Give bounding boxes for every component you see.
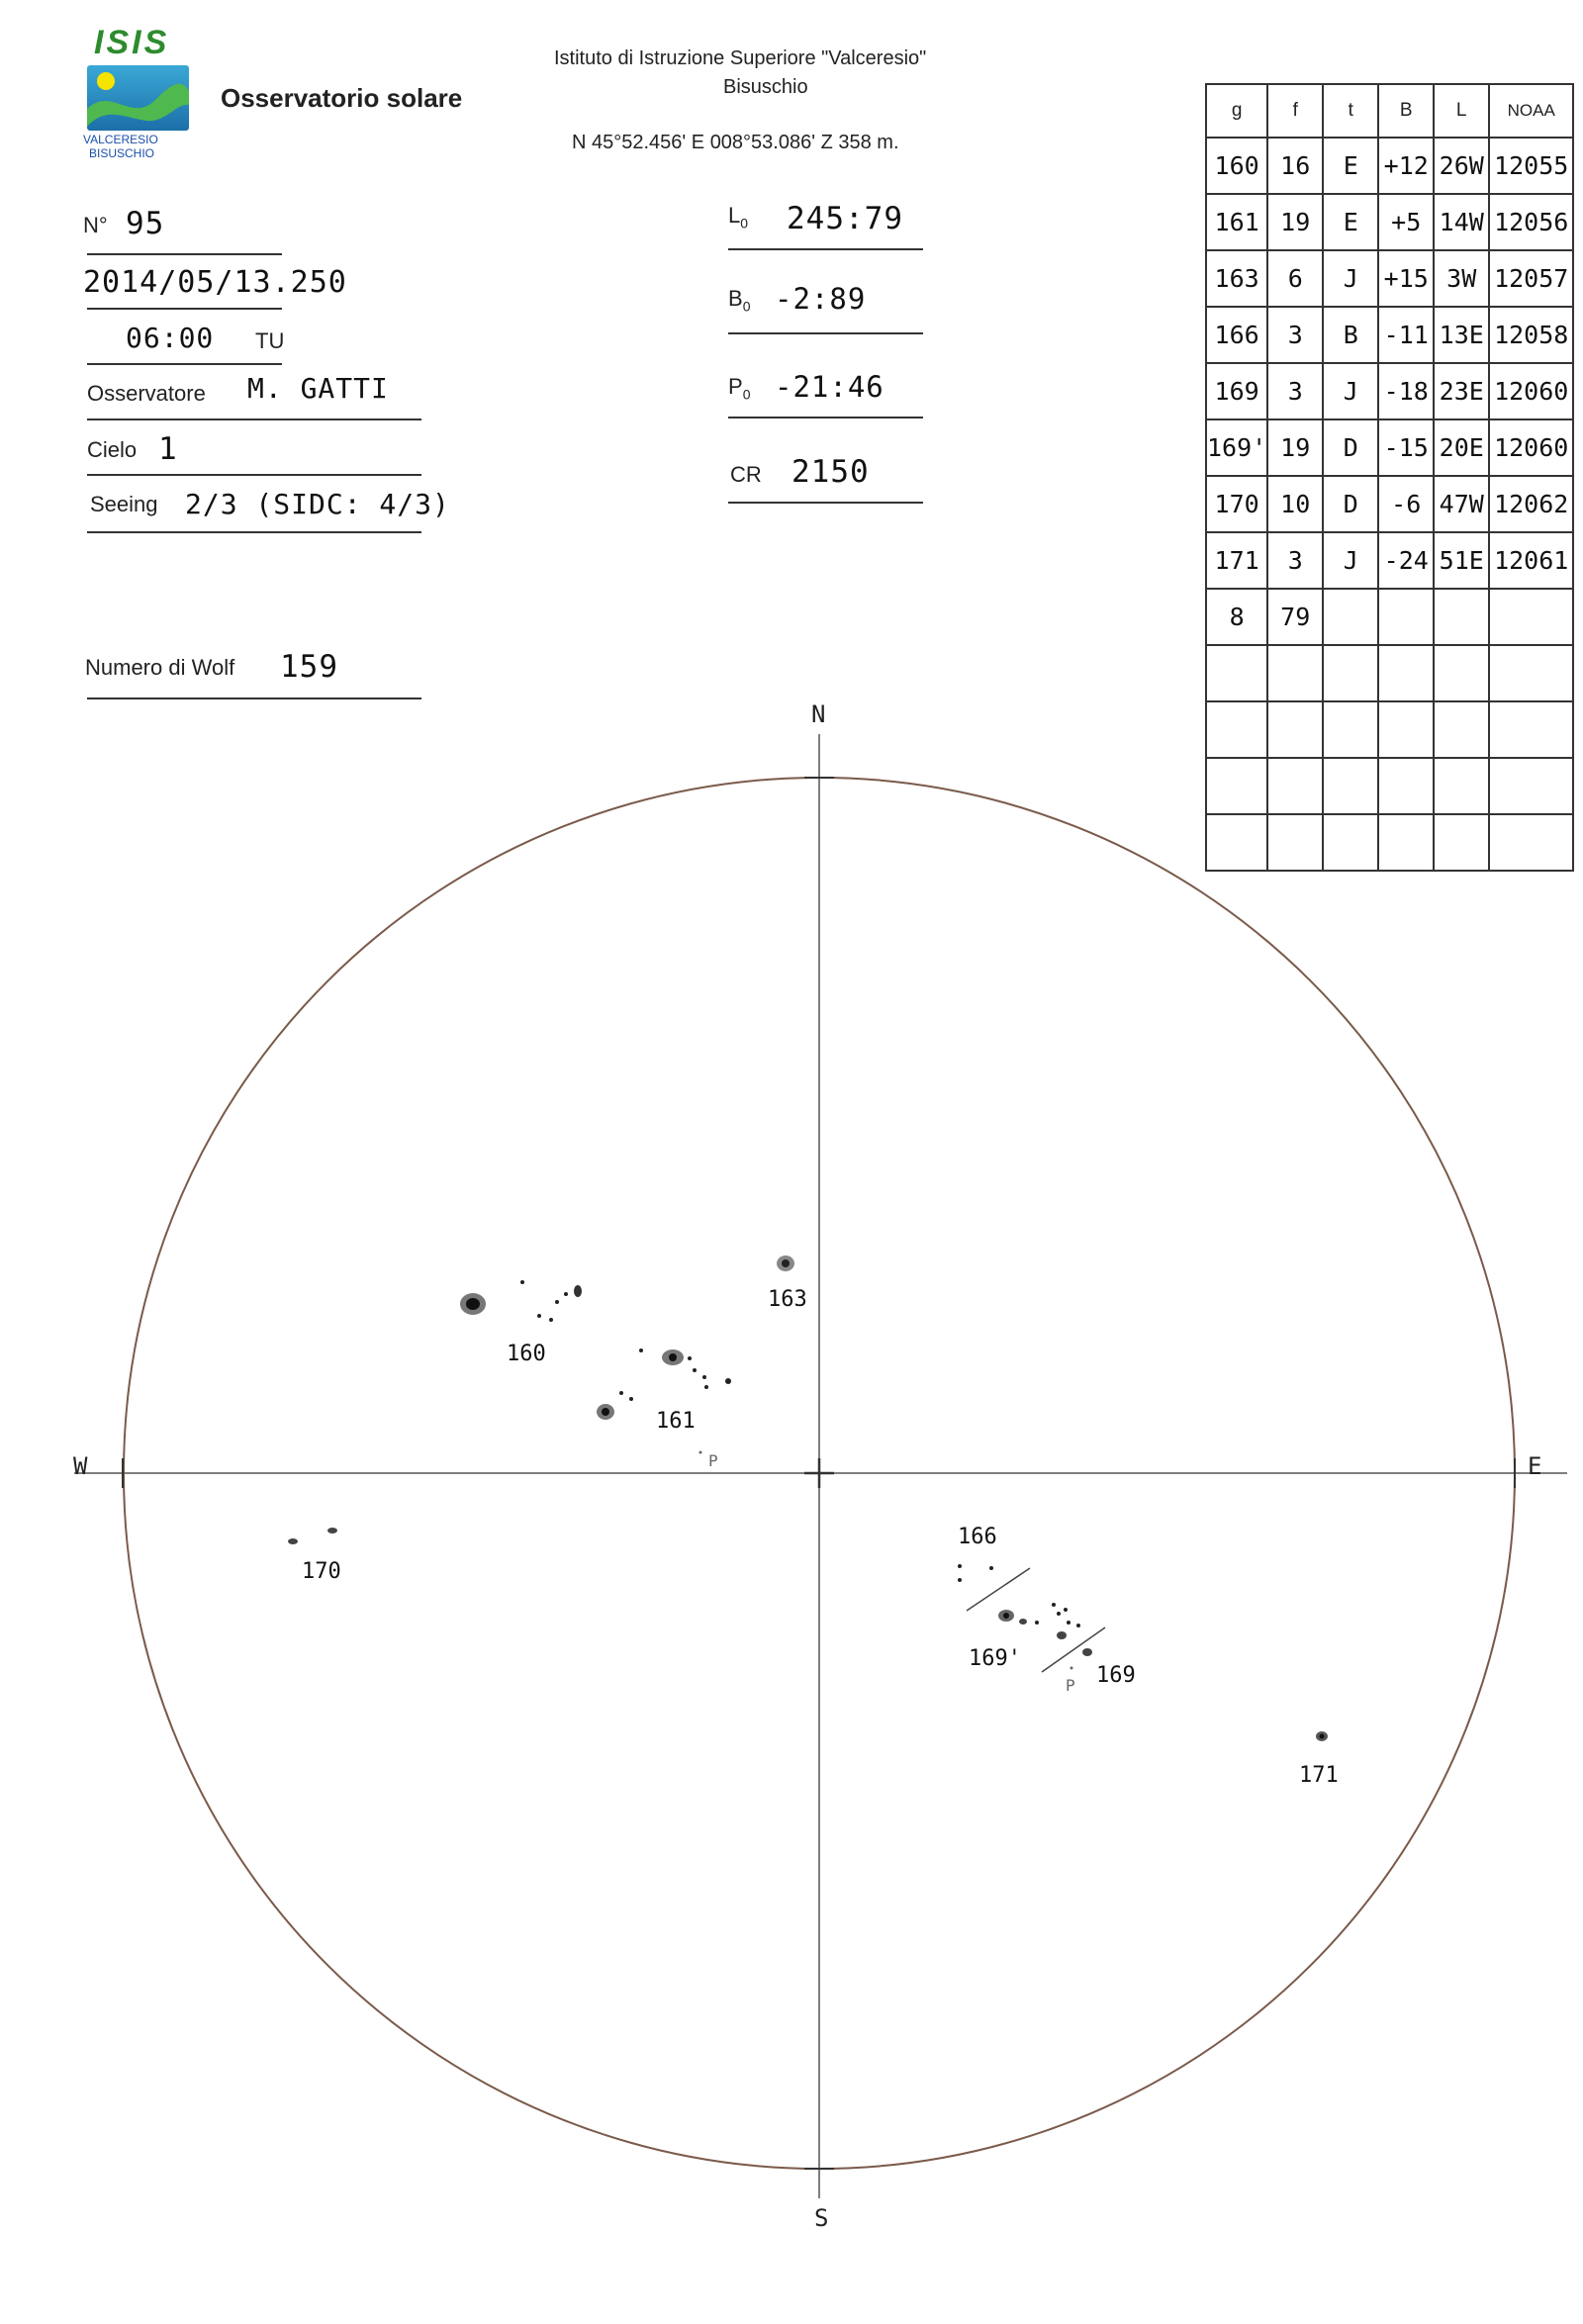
page-title: Osservatorio solare [221, 83, 463, 113]
observer-label: Osservatore [87, 381, 206, 406]
spot [1057, 1631, 1067, 1639]
spot [688, 1356, 692, 1360]
polar-marker-label: P [708, 1451, 718, 1470]
institute-town: Bisuschio [723, 76, 808, 98]
north-label: N [811, 700, 826, 728]
west-label: W [73, 1452, 88, 1480]
cell-g: 170 [1206, 476, 1267, 532]
cell-NOAA: 12057 [1489, 250, 1573, 307]
seeing-label: Seeing [90, 492, 158, 516]
cell-g: 169 [1206, 363, 1267, 419]
cell-t: J [1323, 250, 1378, 307]
group-171-spots [1316, 1731, 1328, 1741]
cell-g: 161 [1206, 194, 1267, 250]
header-g: g [1206, 84, 1267, 138]
spot-umbra [1320, 1734, 1325, 1739]
number-value: 95 [126, 206, 165, 241]
cell-f: 19 [1267, 419, 1323, 476]
cell-NOAA: 12056 [1489, 194, 1573, 250]
cell-NOAA: 12061 [1489, 532, 1573, 589]
header-B: B [1378, 84, 1434, 138]
total-groups: 8 [1206, 589, 1267, 645]
sky-label: Cielo [87, 437, 138, 462]
spot [327, 1528, 337, 1534]
polar-marker-label: P [1066, 1676, 1075, 1695]
spot-umbra [602, 1408, 609, 1416]
spot [704, 1385, 708, 1389]
south-label: S [814, 2204, 829, 2232]
cell-f: 19 [1267, 194, 1323, 250]
cell-B: +15 [1378, 250, 1434, 307]
spot [1035, 1621, 1039, 1625]
polar-marker-dot [699, 1451, 702, 1454]
cell-t: D [1323, 419, 1378, 476]
spot [288, 1538, 298, 1544]
cell-B: -11 [1378, 307, 1434, 363]
P0-value: -21:46 [775, 370, 885, 404]
cell-f: 10 [1267, 476, 1323, 532]
cell-f: 6 [1267, 250, 1323, 307]
east-label: E [1528, 1452, 1542, 1480]
spot [989, 1566, 993, 1570]
B0-label: $B_0$ [728, 286, 751, 315]
spot-umbra [466, 1298, 480, 1310]
spot [725, 1378, 731, 1384]
group-161-label: 161 [656, 1409, 696, 1434]
spot [1076, 1624, 1080, 1627]
sky-value: 1 [158, 431, 178, 467]
cell-B: -6 [1378, 476, 1434, 532]
spot [1057, 1612, 1061, 1616]
logo-subtitle-2: BISUSCHIO [89, 146, 155, 160]
header-NOAA: NOAA [1489, 84, 1573, 138]
cell-t: B [1323, 307, 1378, 363]
group-170-spots [288, 1528, 337, 1544]
cell-t: D [1323, 476, 1378, 532]
cell-t: E [1323, 194, 1378, 250]
spot [702, 1375, 706, 1379]
time-unit: TU [255, 328, 285, 353]
header-L: L [1434, 84, 1489, 138]
spot [1067, 1621, 1071, 1625]
CR-label: CR [730, 462, 762, 487]
spot [693, 1368, 697, 1372]
cell-NOAA: 12060 [1489, 419, 1573, 476]
cell-L: 3W [1434, 250, 1489, 307]
spot [1052, 1603, 1056, 1607]
cell-f: 3 [1267, 532, 1323, 589]
spot [958, 1578, 962, 1582]
cell-L: 26W [1434, 138, 1489, 194]
number-label: N° [83, 213, 108, 237]
spot [1064, 1608, 1068, 1612]
cell-f: 3 [1267, 307, 1323, 363]
spot-umbra [669, 1353, 677, 1361]
header-f: f [1267, 84, 1323, 138]
spot [574, 1285, 582, 1297]
group-170-label: 170 [302, 1559, 341, 1584]
cell-g: 163 [1206, 250, 1267, 307]
header-t: t [1323, 84, 1378, 138]
polar-marker-dot [1071, 1667, 1073, 1670]
spot-umbra [782, 1259, 790, 1267]
spot [555, 1300, 559, 1304]
cell-B: -15 [1378, 419, 1434, 476]
spot [629, 1397, 633, 1401]
spot [549, 1318, 553, 1322]
L0-value: 245:79 [787, 201, 903, 236]
group-171-label: 171 [1299, 1763, 1339, 1788]
group-163-spots [777, 1255, 794, 1271]
spot-umbra [1003, 1613, 1009, 1619]
spot [564, 1292, 568, 1296]
total-spots: 79 [1267, 589, 1323, 645]
wolf-label: Numero di Wolf [85, 655, 235, 680]
cell-t: J [1323, 363, 1378, 419]
cell-L: 20E [1434, 419, 1489, 476]
observatory-coordinates: N 45°52.456' E 008°53.086' Z 358 m. [572, 132, 899, 153]
cell-g: 166 [1206, 307, 1267, 363]
L0-label: $L_0$ [728, 203, 749, 232]
cell-B: +12 [1378, 138, 1434, 194]
spot [1019, 1619, 1027, 1625]
CR-value: 2150 [792, 454, 870, 490]
cell-f: 16 [1267, 138, 1323, 194]
cell-g: 169' [1206, 419, 1267, 476]
group-160-label: 160 [507, 1342, 546, 1366]
P0-label: $P_0$ [728, 374, 751, 403]
cell-g: 160 [1206, 138, 1267, 194]
cell-t: J [1323, 532, 1378, 589]
group-163-label: 163 [768, 1287, 807, 1312]
cell-NOAA: 12062 [1489, 476, 1573, 532]
cell-g: 171 [1206, 532, 1267, 589]
group-166-label: 166 [958, 1525, 997, 1549]
group-166-spots [958, 1564, 993, 1582]
spot [958, 1564, 962, 1568]
date-value: 2014/05/13.250 [83, 265, 347, 300]
cell-NOAA: 12055 [1489, 138, 1573, 194]
spot [639, 1348, 643, 1352]
time-value: 06:00 [126, 322, 215, 354]
spot [619, 1391, 623, 1395]
institute-name: Istituto di Istruzione Superiore "Valceresio" [554, 47, 927, 69]
cell-L: 23E [1434, 363, 1489, 419]
group-160-spots [460, 1280, 582, 1322]
cell-B: -24 [1378, 532, 1434, 589]
observer-value: M. GATTI [247, 372, 389, 405]
cell-t: E [1323, 138, 1378, 194]
seeing-value: 2/3 (SIDC: 4/3) [185, 488, 450, 520]
cell-B: +5 [1378, 194, 1434, 250]
spot [520, 1280, 524, 1284]
cell-L: 14W [1434, 194, 1489, 250]
cell-L: 13E [1434, 307, 1489, 363]
cell-NOAA: 12060 [1489, 363, 1573, 419]
logo-text: ISIS [94, 24, 170, 61]
cell-f: 3 [1267, 363, 1323, 419]
group-169-label: 169 [1096, 1663, 1136, 1688]
spot [1082, 1648, 1092, 1656]
wolf-value: 159 [280, 649, 338, 685]
logo-subtitle-1: VALCERESIO [83, 133, 158, 146]
cell-NOAA: 12058 [1489, 307, 1573, 363]
spot [537, 1314, 541, 1318]
cell-L: 47W [1434, 476, 1489, 532]
cell-L: 51E [1434, 532, 1489, 589]
cell-B: -18 [1378, 363, 1434, 419]
group-169p-label: 169' [969, 1646, 1021, 1671]
B0-value: -2:89 [775, 282, 867, 316]
group-separator-line [967, 1568, 1030, 1611]
